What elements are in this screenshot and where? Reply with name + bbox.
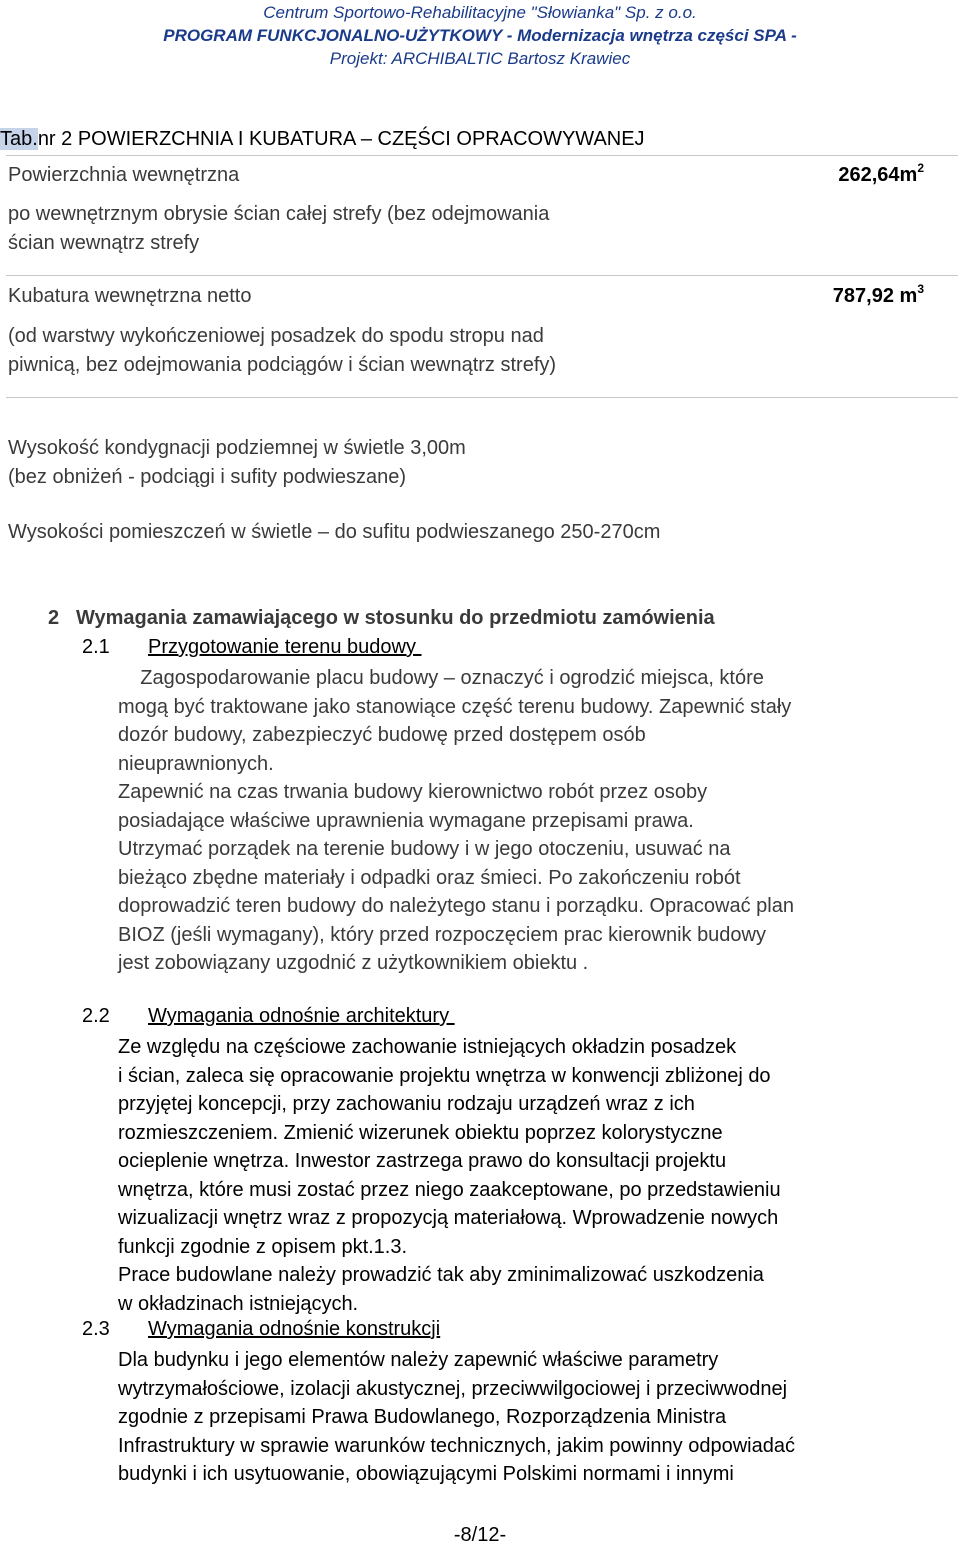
section-2-3-number: 2.3 [82, 1318, 110, 1340]
table-title [0, 128, 645, 151]
volume-note-1: (od warstwy wykończeniowej posadzek do spodu stropu nad [8, 325, 544, 347]
section-2-2-number: 2.2 [82, 1005, 110, 1027]
volume-label: Kubatura wewnętrzna netto [8, 285, 252, 307]
volume-value: 787,92 $m^3$ [832, 282, 924, 307]
page-number: -8/12- [453, 1524, 507, 1546]
section-2-number: 2 [48, 607, 60, 629]
section-2-2-text: Ze względu na częściowe zachowanie istniejących okładzin posadzek i ścian, zaleca się opracowanie projektu wnętrza w konwencji zbliżonej do przyjętej koncepcji, przy zachowaniu rodzaju urządzeń wraz z ich rozmieszczeniem. Zmienić wizerunek obiektu poprzez kolorystyczne ocieplenie wnętrza. Inwestor zastrzega prawo do konsultacji projektu wnętrza, które musi zostać przez niego zaakceptowane, po przedstawieniu wizualizacji wnętrz wraz z propozycją materiałową. Wprowadzenie nowych funkcji zgodnie z opisem pkt.1.3. Prace budowlane należy prowadzić tak aby zminimalizować uszkodzenia w okładzinach istniejących. [118, 1036, 781, 1315]
table-divider [6, 275, 958, 276]
surface-value: $262,64m^2$ [838, 161, 924, 186]
header-company: Centrum Sportowo-Rehabilitacyjne "Słowianka" Sp. z o.o. [263, 3, 697, 22]
surface-label: Powierzchnia wewnętrzna [8, 164, 240, 186]
header-program: PROGRAM FUNKCJONALNO-UŻYTKOWY - Modernizacja wnętrza części SPA - [163, 26, 797, 45]
section-2-3-title: Wymagania odnośnie konstrukcji [148, 1318, 441, 1340]
section-2-title: Wymagania zamawiającego w stosunku do przedmiotu zamówienia [76, 607, 715, 629]
section-2-1-number: 2.1 [82, 636, 110, 658]
volume-note-2: piwnicą, bez odejmowania podciągów i ścian wewnątrz strefy) [8, 354, 557, 376]
section-2-3-text: Dla budynku i jego elementów należy zapewnić właściwe parametry wytrzymałościowe, izolacji akustycznej, przeciwwilgociowej i przeciwwodnej zgodnie z przepisami Prawa Budowlanego, Rozporządzenia Ministra Infrastruktury w sprawie warunków technicznych, jakim powinny odpowiadać budynki i ich usytuowanie, obowiązującymi Polskimi normami i innymi [118, 1349, 795, 1485]
surface-note-2: ścian wewnątrz strefy [8, 232, 200, 254]
table-divider [6, 397, 958, 398]
section-2-2-title: Wymagania odnośnie architektury [148, 1005, 455, 1027]
header-project: Projekt: ARCHIBALTIC Bartosz Krawiec [329, 49, 631, 68]
section-2-1-title: Przygotowanie terenu budowy [148, 636, 422, 658]
section-2-1-text: Zagospodarowanie placu budowy – oznaczyć i ogrodzić miejsca, które mogą być traktowane jako stanowiące część terenu budowy. Zapewnić stały dozór budowy, zabezpieczyć budowę przed dostępem osób nieuprawnionych. Zapewnić na czas trwania budowy kierownictwo robót przez osoby posiadające właściwe uprawnienia wymagane przepisami prawa. Utrzymać porządek na terenie budowy i w jego otoczeniu, usuwać na bieżąco zbędne materiały i odpadki oraz śmieci. Po zakończeniu robót doprowadzić teren budowy do należytego stanu i porządku. Opracować plan BIOZ (jeśli wymagany), który przed rozpoczęciem prac kierownik budowy jest zobowiązany uzgodnić z użytkownikiem obiektu . [118, 667, 794, 974]
table-divider [6, 155, 958, 156]
surface-note-1: po wewnętrznym obrysie ścian całej strefy (bez odejmowania [8, 203, 550, 225]
table-title-prefix: Tab. [0, 128, 38, 150]
table-title-text: nr 2 POWIERZCHNIA I KUBATURA – CZĘŚCI OPRACOWYWANEJ [37, 128, 645, 150]
basement-height: Wysokość kondygnacji podziemnej w świetle 3,00m [8, 437, 466, 459]
basement-height-note: (bez obniżeń - podciągi i sufity podwieszane) [8, 466, 406, 488]
rooms-height: Wysokości pomieszczeń w świetle – do sufitu podwieszanego 250-270cm [8, 521, 661, 543]
